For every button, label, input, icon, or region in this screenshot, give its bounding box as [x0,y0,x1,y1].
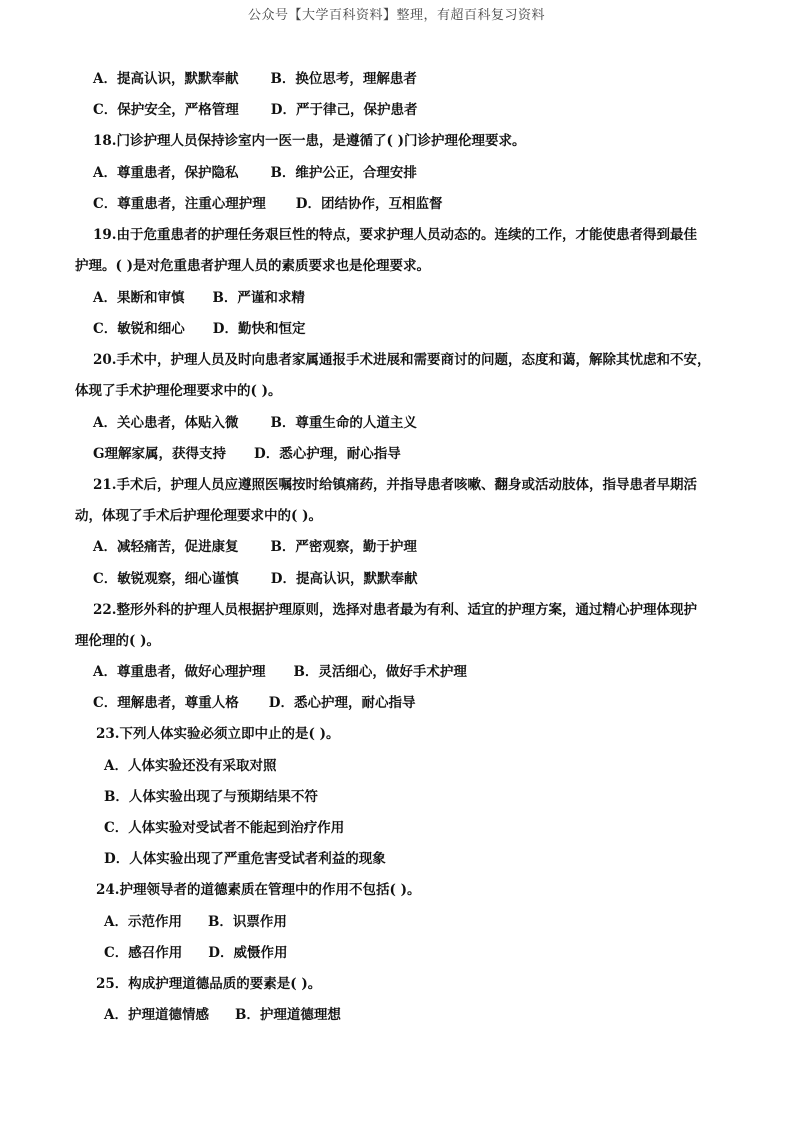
option-d: D．悉心护理，耐心指导 [254,446,401,462]
option-line [93,538,417,556]
option-a: A．尊重患者，保护隐私 [93,165,239,181]
question-24: 24.护理领导者的道德素质在管理中的作用不包括( )。 [96,882,421,898]
option-line [104,1006,341,1024]
option-a: A．护理道德情感 [104,1007,209,1023]
option-b: B．尊重生命的人道主义 [270,415,417,431]
option-b: B．换位思考，理解患者 [270,71,417,87]
option-line [93,663,467,681]
option-line [93,70,417,88]
option-line [104,944,287,962]
page-header: 公众号【大学百科资料】整理，有超百科复习资料 [247,8,545,23]
option-c: C．人体实验对受试者不能起到治疗作用 [104,820,345,836]
question-21: 21.手术后，护理人员应遵照医嘱按时给镇痛药，并指导患者咳嗽、翻身或活动肢体，指导患者早期活 [93,477,697,493]
question-21-cont: 动，体现了手术后护理伦理要求中的( )。 [75,508,322,524]
option-a: A．减轻痛苦，促进康复 [93,539,239,555]
option-b: B．严密观察，勤于护理 [270,539,417,555]
option-b: B．识票作用 [207,914,287,930]
option-line [104,913,287,931]
option-d: D．威慑作用 [208,945,288,961]
option-d: D．勤快和恒定 [212,321,306,337]
option-a: A．关心患者，体贴入微 [93,415,239,431]
option-b: B．护理道德理想 [234,1007,341,1023]
option-a: A．提高认识，默默奉献 [93,71,239,87]
option-b: B．人体实验出现了与预期结果不符 [104,789,318,805]
option-c: C．感召作用 [104,945,183,961]
option-a: A．尊重患者，做好心理护理 [93,664,266,680]
question-20: 20.手术中，护理人员及时向患者家属通报手术进展和需要商讨的问题，态度和蔼，解除其忧虑和不安， [93,352,711,368]
option-d: D．悉心护理，耐心指导 [268,695,416,711]
question-23: 23.下列人体实验必须立即中止的是( )。 [96,726,340,742]
question-18: 18.门诊护理人员保持诊室内一医一患，是遵循了( )门诊护理伦理要求。 [93,133,526,149]
option-b: B．灵活细心，做好手术护理 [293,664,467,680]
question-19-cont: 护理。( )是对危重患者护理人员的素质要求也是伦理要求。 [75,258,430,274]
question-22-cont: 理伦理的( )。 [75,633,160,649]
option-c: C．敏锐和细心 [93,321,185,337]
question-19: 19.由于危重患者的护理任务艰巨性的特点，要求护理人员动态的。连续的工作，才能使患者得到最佳 [93,227,697,243]
option-c: C．敏锐观察，细心谨慎 [93,571,239,587]
option-b: B．严谨和求精 [212,290,305,306]
option-d: D．严于律己，保护患者 [270,102,418,118]
question-22: 22.整形外科的护理人员根据护理原则，选择对患者最为有利、适宜的护理方案，通过精心护理体现护 [93,602,697,618]
option-line [93,101,417,119]
option-d: D．团结协作，互相监督 [295,196,443,212]
option-c: C．理解患者，尊重人格 [93,695,239,711]
option-b: B．维护公正，合理安排 [270,165,417,181]
option-line [93,289,305,307]
option-line [93,445,401,463]
option-c: C．尊重患者，注重心理护理 [93,196,266,212]
option-line [93,414,417,432]
question-25: 25．构成护理道德品质的要素是( )。 [96,976,322,992]
option-line [93,164,417,182]
option-c: C．保护安全，严格管理 [93,102,239,118]
option-a: A．果断和审慎 [93,290,185,306]
option-line [93,195,442,213]
option-d: D．人体实验出现了严重危害受试者利益的现象 [104,851,386,867]
option-a: A．示范作用 [104,914,182,930]
option-line [93,320,305,338]
option-a: A．人体实验还没有采取对照 [104,758,277,774]
option-c: G理解家属，获得支持 [93,446,227,462]
option-line [93,570,417,588]
option-d: D．提高认识，默默奉献 [270,571,418,587]
option-line [93,694,415,712]
question-20-cont: 体现了手术护理伦理要求中的( )。 [75,383,282,399]
